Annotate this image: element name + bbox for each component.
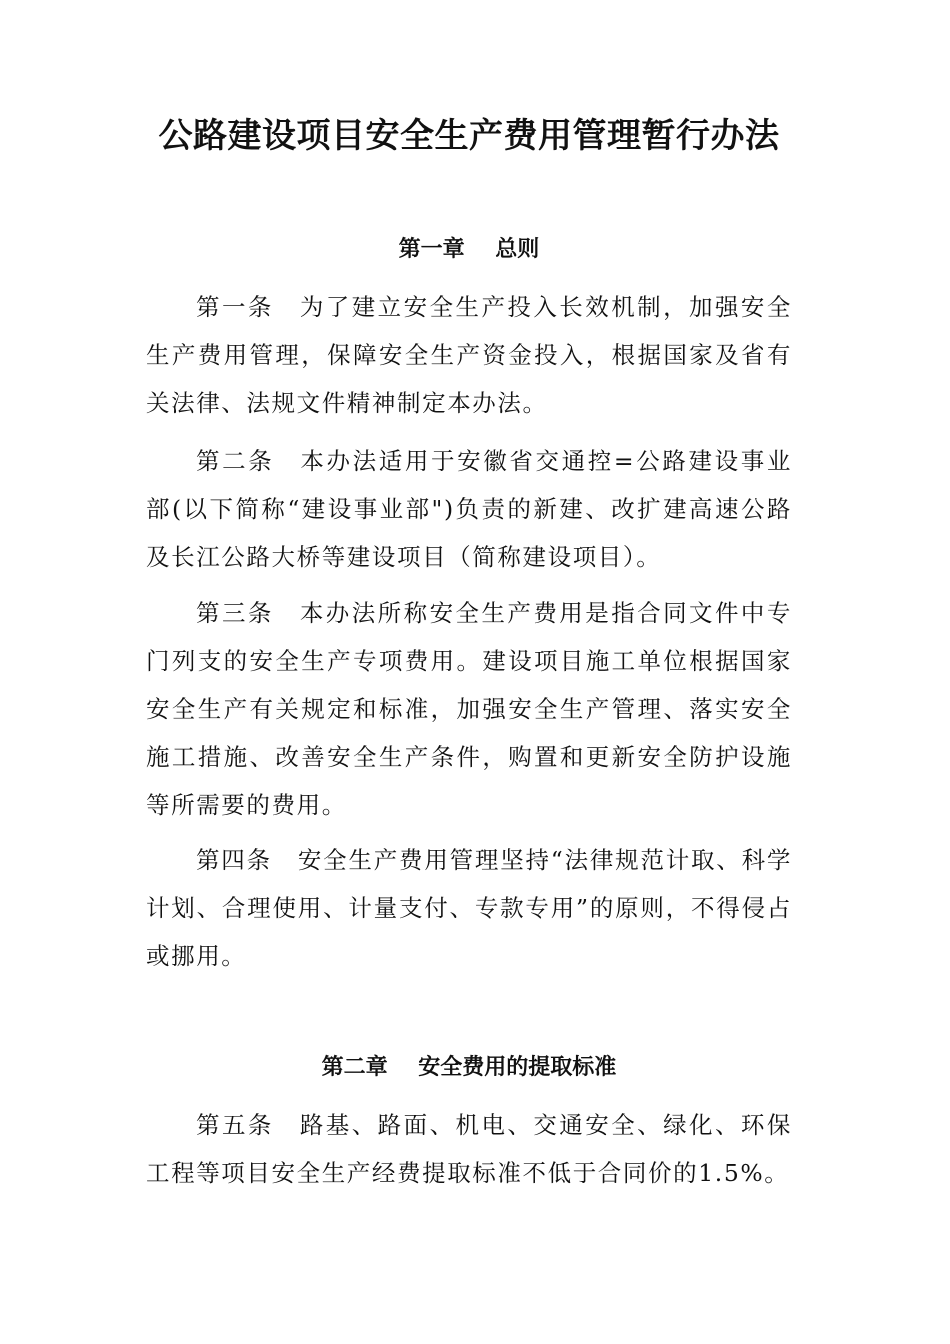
article-text: 本办法适用于安徽省交通控=公路建设事业部(以下简称“建设事业部")负责的新建、改扩建高速公路及长江公路大桥等建设项目（简称建设项目）。 — [146, 447, 792, 571]
article-paragraph — [146, 1101, 792, 1197]
document-title: 公路建设项目安全生产费用管理暂行办法 — [158, 116, 780, 156]
article-paragraph — [146, 283, 792, 427]
article-text: 安全生产费用管理坚持“法律规范计取、科学计划、合理使用、计量支付、专款专用”的原则，不得侵占或挪用。 — [146, 846, 792, 970]
article-label: 第四条 — [196, 846, 272, 874]
article-paragraph — [146, 437, 792, 581]
chapter-title: 第二章 安全费用的提取标准 — [321, 1055, 617, 1080]
article-label: 第一条 — [196, 293, 274, 321]
chapter-title: 第一章 总则 — [398, 237, 540, 262]
article-label: 第五条 — [196, 1111, 274, 1139]
article-text: 本办法所称安全生产费用是指合同文件中专门列支的安全生产专项费用。建设项目施工单位根据国家安全生产有关规定和标准，加强安全生产管理、落实安全施工措施、改善安全生产条件，购置和更新安全防护设施等所需要的费用。 — [146, 599, 792, 819]
article-text: 为了建立安全生产投入长效机制，加强安全生产费用管理，保障安全生产资金投入，根据国家及省有关法律、法规文件精神制定本办法。 — [146, 293, 792, 417]
article-text: 路基、路面、机电、交通安全、绿化、环保工程等项目安全生产经费提取标准不低于合同价的1.5%。 — [146, 1111, 792, 1187]
article-paragraph — [146, 836, 792, 980]
article-label: 第三条 — [196, 599, 274, 627]
article-paragraph — [146, 589, 792, 829]
article-label: 第二条 — [196, 447, 275, 475]
